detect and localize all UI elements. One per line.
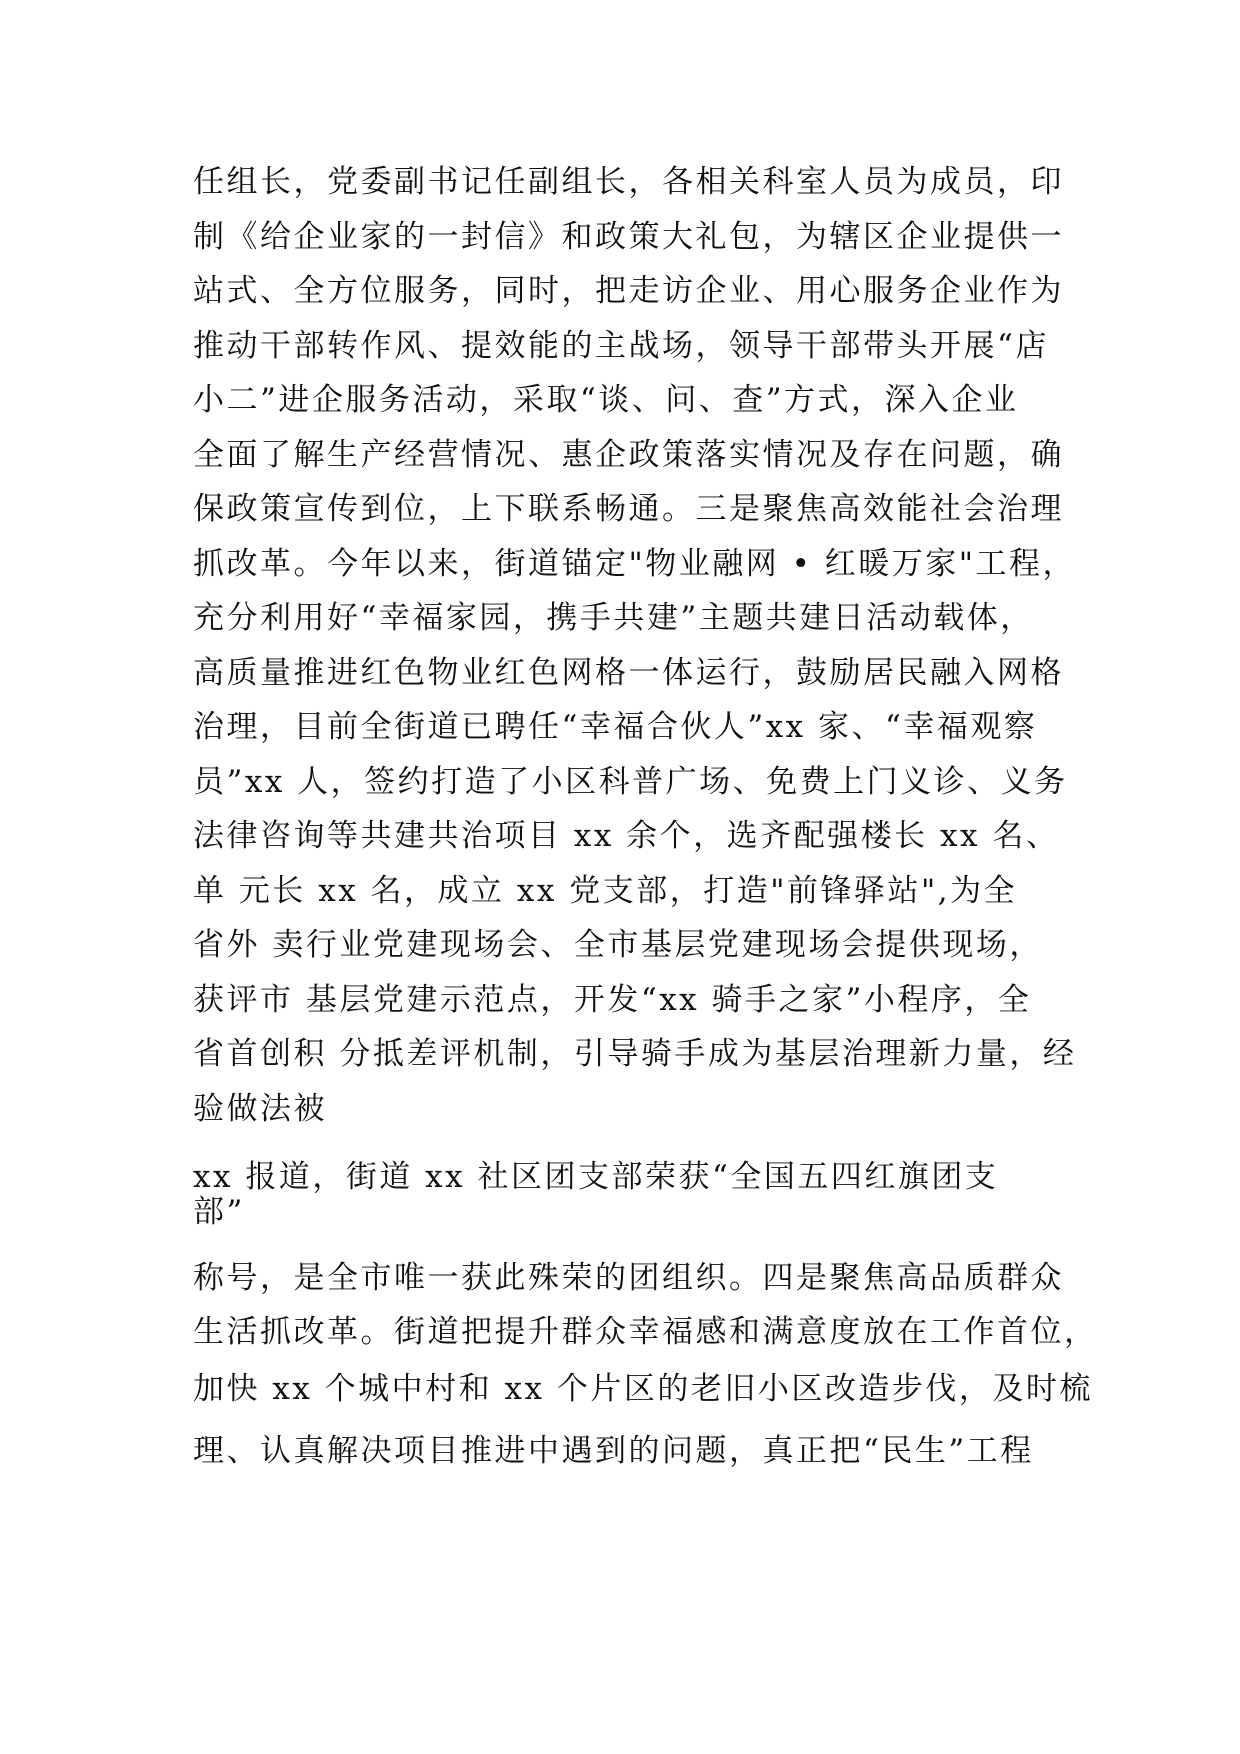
text-line: 抓改革。今年以来，街道锚定"物业融网 • 红暖万家"工程，: [193, 546, 1077, 582]
text-line: 小二”进企服务活动，采取“谈、问、查”方式，深入企业: [193, 382, 1019, 418]
text-line: 法律咨询等共建共治项目 xx 余个，选齐配强楼长 xx 名、: [193, 818, 1060, 854]
text-line: 生活抓改革。街道把提升群众幸福感和满意度放在工作首位，: [193, 1314, 1098, 1350]
text-line: 任组长，党委副书记任副组长，各相关科室人员为成员，印: [193, 164, 1064, 200]
text-line: 理、认真解决项目推进中遇到的问题，真正把“民生”工程: [193, 1433, 1034, 1469]
text-line: 获评市 基层党建示范点，开发“xx 骑手之家”小程序，全: [193, 982, 1032, 1018]
text-line: 治理，目前全街道已聘任“幸福合伙人”xx 家、“幸福观察: [193, 709, 1038, 745]
text-line: 省外 卖行业党建现场会、全市基层党建现场会提供现场，: [193, 927, 1043, 963]
text-line: 站式、全方位服务，同时，把走访企业、用心服务企业作为: [193, 273, 1064, 309]
text-line: 省首创积 分抵差评机制，引导骑手成为基层治理新力量，经: [193, 1036, 1077, 1072]
text-line: xx 报道，街道 xx 社区团支部荣获“全国五四红旗团支: [193, 1159, 999, 1195]
text-line: 保政策宣传到位，上下联系畅通。三是聚焦高效能社会治理: [193, 491, 1064, 527]
text-line: 称号，是全市唯一获此殊荣的团组织。四是聚焦高品质群众: [193, 1260, 1064, 1296]
text-line: 加快 xx 个城中村和 xx 个片区的老旧小区改造步伐，及时梳: [193, 1371, 1093, 1407]
text-line: 全面了解生产经营情况、惠企政策落实情况及存在问题，确: [193, 437, 1064, 473]
text-line: 制《给企业家的一封信》和政策大礼包，为辖区企业提供一: [193, 219, 1064, 255]
text-line: 单 元长 xx 名，成立 xx 党支部，打造"前锋驿站",为全: [193, 873, 1018, 909]
text-line: 充分利用好“幸福家园，携手共建”主题共建日活动载体，: [193, 600, 1034, 636]
text-line: 员”xx 人，签约打造了小区科普广场、免费上门义诊、义务: [193, 764, 1068, 800]
text-line: 高质量推进红色物业红色网格一体运行，鼓励居民融入网格: [193, 655, 1064, 691]
text-line: 验做法被: [193, 1091, 327, 1127]
text-line: 部”: [193, 1194, 245, 1230]
text-line: 推动干部转作风、提效能的主战场，领导干部带头开展“店: [193, 328, 1049, 364]
